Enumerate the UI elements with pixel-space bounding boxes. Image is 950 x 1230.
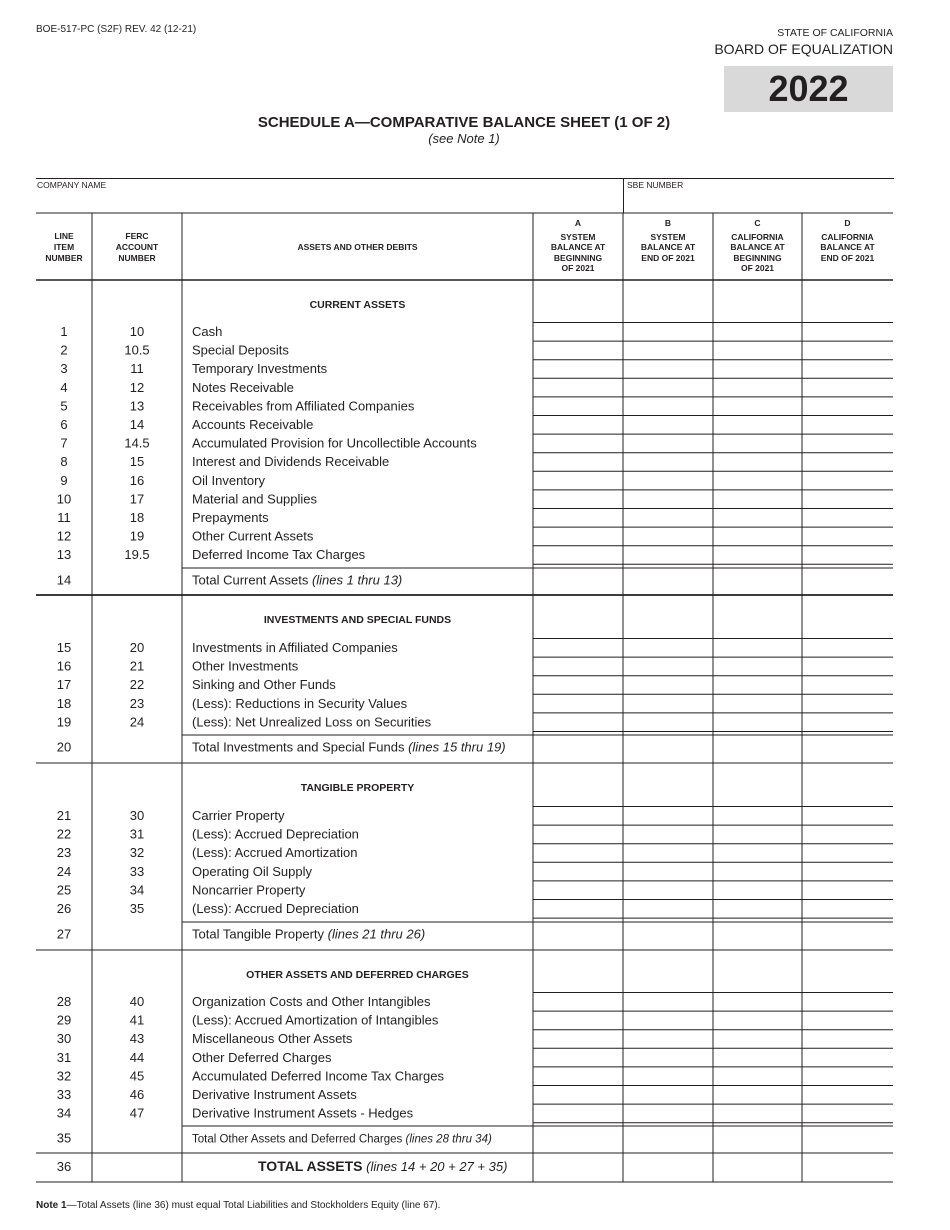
amount-input-a[interactable]: [534, 1049, 622, 1066]
amount-input-a[interactable]: [534, 1068, 622, 1085]
total-input-b[interactable]: [624, 569, 712, 594]
amount-input-b[interactable]: [624, 1031, 712, 1048]
ferc-account: 17: [129, 491, 145, 507]
total-input-a[interactable]: [534, 569, 622, 594]
ferc-account: 30: [129, 808, 145, 823]
line-number: 33: [56, 1087, 72, 1102]
amount-input-a[interactable]: [534, 510, 622, 527]
amount-input-c[interactable]: [714, 472, 801, 489]
line-number: 9: [60, 472, 68, 488]
amount-input-b[interactable]: [624, 863, 712, 880]
amount-input-d[interactable]: [803, 417, 892, 434]
amount-input-b[interactable]: [624, 472, 712, 489]
col-header-ferc: ACCOUNT: [115, 242, 159, 252]
section-heading: OTHER ASSETS AND DEFERRED CHARGES: [246, 969, 469, 981]
amount-input-b[interactable]: [624, 658, 712, 675]
amount-input-d[interactable]: [803, 361, 892, 378]
item-description: Sinking and Other Funds: [192, 677, 336, 693]
amount-input-a[interactable]: [534, 491, 622, 508]
ferc-account: 43: [129, 1031, 145, 1047]
amount-input-a[interactable]: [534, 1012, 622, 1029]
ferc-account: 22: [129, 677, 145, 693]
sbe-number-label: SBE NUMBER: [627, 180, 684, 190]
col-header-ferc: FERC: [125, 231, 149, 241]
amount-input-d[interactable]: [803, 435, 892, 452]
amount-input-d[interactable]: [803, 1087, 892, 1104]
col-header-line: ITEM: [53, 242, 75, 252]
total-input-d[interactable]: [803, 1127, 892, 1152]
amount-input-b[interactable]: [624, 1012, 712, 1029]
amount-input-d[interactable]: [803, 324, 892, 341]
item-description: Operating Oil Supply: [192, 863, 312, 879]
col-header-a: SYSTEM: [560, 232, 596, 242]
total-input-d[interactable]: [803, 923, 892, 949]
amount-input-c[interactable]: [714, 398, 801, 415]
amount-input-d[interactable]: [803, 528, 892, 545]
year-badge: 2022: [724, 66, 893, 112]
amount-input-b[interactable]: [624, 640, 712, 657]
line-number: 25: [56, 882, 72, 898]
col-header-a: A: [574, 218, 582, 228]
item-description: Organization Costs and Other Intangibles: [192, 994, 431, 1009]
amount-input-d[interactable]: [803, 472, 892, 489]
line-number: 12: [56, 528, 72, 544]
amount-input-c[interactable]: [714, 845, 801, 862]
page-subtitle: (see Note 1): [428, 131, 500, 146]
item-description: Special Deposits: [192, 342, 289, 358]
col-header-b: SYSTEM: [650, 232, 686, 242]
amount-input-a[interactable]: [534, 547, 622, 564]
amount-input-b[interactable]: [624, 510, 712, 527]
amount-input-d[interactable]: [803, 1012, 892, 1029]
amount-input-c[interactable]: [714, 1105, 801, 1122]
line-number: 20: [56, 739, 72, 755]
footnote-text: —Total Assets (line 36) must equal Total Liabilities and Stockholders Equity (line 67).: [66, 1200, 441, 1211]
amount-input-c[interactable]: [714, 435, 801, 452]
col-header-d: CALIFORNIA: [821, 232, 874, 242]
item-description: (Less): Accrued Amortization of Intangibles: [192, 1012, 439, 1028]
line-number: 6: [60, 417, 68, 432]
ferc-account: 14.5: [124, 435, 150, 451]
amount-input-a[interactable]: [534, 1087, 622, 1104]
ferc-account: 18: [129, 510, 145, 525]
amount-input-c[interactable]: [714, 863, 801, 880]
line-number: 11: [57, 510, 71, 525]
col-header-c: CALIFORNIA: [731, 232, 784, 242]
amount-input-b[interactable]: [624, 324, 712, 341]
amount-input-b[interactable]: [624, 695, 712, 712]
ferc-account: 34: [129, 882, 145, 898]
amount-input-a[interactable]: [534, 398, 622, 415]
ferc-account: 10: [129, 324, 145, 339]
amount-input-d[interactable]: [803, 901, 892, 918]
amount-input-d[interactable]: [803, 342, 892, 359]
amount-input-a[interactable]: [534, 714, 622, 731]
ferc-account: 41: [129, 1012, 145, 1028]
line-number: 35: [56, 1130, 72, 1146]
col-header-a: OF 2021: [561, 263, 595, 273]
line-number: 26: [56, 901, 72, 916]
total-input-b[interactable]: [624, 923, 712, 949]
item-description: Prepayments: [192, 510, 269, 525]
amount-input-a[interactable]: [534, 994, 622, 1011]
item-description: (Less): Accrued Depreciation: [192, 826, 359, 842]
amount-input-d[interactable]: [803, 491, 892, 508]
amount-input-c[interactable]: [714, 342, 801, 359]
line-number: 15: [56, 640, 72, 655]
amount-input-c[interactable]: [714, 1049, 801, 1066]
total-input-a[interactable]: [534, 736, 622, 762]
total-input-c[interactable]: [714, 923, 801, 949]
amount-input-a[interactable]: [534, 640, 622, 657]
amount-input-a[interactable]: [534, 882, 622, 899]
line-number: 18: [56, 695, 72, 711]
line-number: 19: [56, 714, 72, 730]
grand-total-input-c[interactable]: [714, 1154, 801, 1181]
footnote-label: Note 1: [36, 1200, 67, 1211]
item-description: (Less): Accrued Depreciation: [192, 901, 359, 916]
amount-input-c[interactable]: [714, 994, 801, 1011]
ferc-account: 10.5: [124, 342, 150, 358]
item-description: (Less): Accrued Amortization: [192, 845, 358, 861]
line-number: 29: [56, 1012, 72, 1028]
amount-input-b[interactable]: [624, 1068, 712, 1085]
amount-input-d[interactable]: [803, 547, 892, 564]
ferc-account: 40: [129, 994, 145, 1009]
line-number: 21: [56, 808, 72, 823]
ferc-account: 44: [129, 1049, 145, 1065]
amount-input-d[interactable]: [803, 640, 892, 657]
ferc-account: 35: [129, 901, 145, 916]
line-number: 34: [56, 1105, 72, 1121]
total-input-c[interactable]: [714, 1127, 801, 1152]
section-heading: TANGIBLE PROPERTY: [300, 782, 415, 794]
col-header-b: BALANCE AT: [640, 242, 696, 252]
grand-total-input-d[interactable]: [803, 1154, 892, 1181]
amount-input-a[interactable]: [534, 658, 622, 675]
amount-input-b[interactable]: [624, 826, 712, 843]
total-input-b[interactable]: [624, 736, 712, 762]
item-description: Notes Receivable: [192, 379, 294, 395]
col-header-c: BALANCE AT: [730, 242, 785, 252]
amount-input-c[interactable]: [714, 1012, 801, 1029]
amount-input-a[interactable]: [534, 901, 622, 918]
company-name-label: COMPANY NAME: [37, 180, 107, 190]
item-description: Temporary Investments: [192, 361, 328, 377]
ferc-account: 20: [129, 640, 145, 655]
item-description: Deferred Income Tax Charges: [192, 547, 366, 563]
col-header-a: BALANCE AT: [550, 242, 606, 252]
item-description: Receivables from Affiliated Companies: [192, 398, 415, 414]
item-description: Noncarrier Property: [192, 882, 306, 898]
amount-input-b[interactable]: [624, 435, 712, 452]
total-ref: (lines 1 thru 13): [308, 572, 403, 588]
amount-input-b[interactable]: [624, 491, 712, 508]
line-number: 22: [56, 826, 72, 842]
total-input-a[interactable]: [534, 923, 622, 949]
col-header-ferc: NUMBER: [118, 253, 156, 263]
item-description: Accumulated Provision for Uncollectible Accounts: [192, 435, 477, 451]
total-label: Total Investments and Special Funds (lines 15 thru 19): [192, 739, 506, 755]
amount-input-a[interactable]: [534, 472, 622, 489]
form-number: BOE-517-PC (S2F) REV. 42 (12-21): [36, 24, 197, 35]
footnote: [36, 1200, 440, 1211]
amount-input-a[interactable]: [534, 379, 622, 396]
amount-input-c[interactable]: [714, 901, 801, 918]
amount-input-d[interactable]: [803, 845, 892, 862]
total-label: Total Tangible Property (lines 21 thru 26): [192, 926, 426, 942]
amount-input-d[interactable]: [803, 398, 892, 415]
line-number: 13: [56, 547, 72, 563]
amount-input-b[interactable]: [624, 808, 712, 825]
line-number: 2: [60, 342, 68, 358]
amount-input-c[interactable]: [714, 417, 801, 434]
amount-input-c[interactable]: [714, 547, 801, 564]
amount-input-d[interactable]: [803, 714, 892, 731]
ferc-account: 31: [129, 826, 145, 842]
amount-input-b[interactable]: [624, 994, 712, 1011]
item-description: Investments in Affiliated Companies: [192, 640, 398, 655]
total-ref: (lines 15 thru 19): [404, 739, 506, 755]
total-ref: (lines 21 thru 26): [324, 926, 426, 942]
col-header-b: B: [664, 218, 672, 228]
col-header-d: D: [844, 218, 851, 228]
amount-input-c[interactable]: [714, 695, 801, 712]
line-number: 3: [60, 361, 68, 377]
item-description: Derivative Instrument Assets: [192, 1087, 357, 1102]
item-description: Accumulated Deferred Income Tax Charges: [192, 1068, 444, 1084]
amount-input-a[interactable]: [534, 417, 622, 434]
amount-input-a[interactable]: [534, 1105, 622, 1122]
item-description: Accounts Receivable: [192, 417, 314, 432]
amount-input-c[interactable]: [714, 1068, 801, 1085]
amount-input-b[interactable]: [624, 528, 712, 545]
total-ref: (lines 28 thru 34): [402, 1133, 492, 1146]
line-number: 5: [60, 398, 68, 414]
col-header-d: END OF 2021: [820, 253, 875, 263]
ferc-account: 19: [129, 528, 145, 544]
total-input-d[interactable]: [803, 569, 892, 594]
ferc-account: 15: [129, 454, 145, 470]
line-number: 36: [56, 1159, 72, 1174]
amount-input-a[interactable]: [534, 454, 622, 471]
line-number: 27: [56, 926, 72, 942]
line-number: 24: [56, 863, 72, 879]
amount-input-c[interactable]: [714, 882, 801, 899]
amount-input-d[interactable]: [803, 1049, 892, 1066]
amount-input-a[interactable]: [534, 361, 622, 378]
amount-input-d[interactable]: [803, 1068, 892, 1085]
col-header-c: C: [754, 218, 761, 228]
section-heading: CURRENT ASSETS: [309, 299, 406, 311]
line-number: 28: [56, 994, 72, 1009]
amount-input-b[interactable]: [624, 1049, 712, 1066]
amount-input-d[interactable]: [803, 510, 892, 527]
total-input-b[interactable]: [624, 1127, 712, 1152]
total-input-c[interactable]: [714, 569, 801, 594]
amount-input-a[interactable]: [534, 342, 622, 359]
grand-total-input-a[interactable]: [534, 1154, 622, 1181]
amount-input-c[interactable]: [714, 528, 801, 545]
ferc-account: 46: [129, 1087, 145, 1102]
amount-input-b[interactable]: [624, 361, 712, 378]
amount-input-c[interactable]: [714, 808, 801, 825]
amount-input-b[interactable]: [624, 714, 712, 731]
line-number: 17: [56, 677, 72, 693]
amount-input-d[interactable]: [803, 454, 892, 471]
amount-input-a[interactable]: [534, 528, 622, 545]
item-description: Carrier Property: [192, 808, 285, 823]
page-title: SCHEDULE A—COMPARATIVE BALANCE SHEET (1 OF 2): [257, 114, 671, 131]
grand-total-label: TOTAL ASSETS (lines 14 + 20 + 27 + 35): [258, 1158, 508, 1174]
amount-input-a[interactable]: [534, 324, 622, 341]
ferc-account: 21: [129, 658, 145, 674]
ferc-account: 33: [129, 863, 145, 879]
item-description: Derivative Instrument Assets - Hedges: [192, 1105, 414, 1121]
ferc-account: 32: [129, 845, 145, 861]
col-header-a: BEGINNING: [553, 253, 603, 263]
amount-input-d[interactable]: [803, 379, 892, 396]
col-header-desc: ASSETS AND OTHER DEBITS: [297, 242, 418, 252]
item-description: Interest and Dividends Receivable: [192, 454, 390, 470]
line-number: 8: [60, 454, 68, 470]
line-number: 7: [60, 435, 68, 451]
ferc-account: 45: [129, 1068, 145, 1084]
amount-input-d[interactable]: [803, 882, 892, 899]
amount-input-c[interactable]: [714, 491, 801, 508]
amount-input-c[interactable]: [714, 714, 801, 731]
ferc-account: 24: [129, 714, 145, 730]
amount-input-a[interactable]: [534, 677, 622, 694]
col-header-d: BALANCE AT: [820, 242, 875, 252]
amount-input-c[interactable]: [714, 640, 801, 657]
amount-input-a[interactable]: [534, 695, 622, 712]
amount-input-c[interactable]: [714, 826, 801, 843]
amount-input-b[interactable]: [624, 677, 712, 694]
grand-total-input-b[interactable]: [624, 1154, 712, 1181]
ferc-account: 16: [129, 472, 145, 488]
amount-input-c[interactable]: [714, 1031, 801, 1048]
total-label: Total Other Assets and Deferred Charges (lines 28 thru 34): [192, 1133, 492, 1146]
item-description: Other Investments: [192, 658, 299, 674]
amount-input-b[interactable]: [624, 547, 712, 564]
amount-input-b[interactable]: [624, 417, 712, 434]
state-label: STATE OF CALIFORNIA: [777, 27, 893, 39]
line-number: 30: [56, 1031, 72, 1047]
amount-input-c[interactable]: [714, 510, 801, 527]
amount-input-d[interactable]: [803, 1031, 892, 1048]
amount-input-b[interactable]: [624, 845, 712, 862]
amount-input-d[interactable]: [803, 863, 892, 880]
amount-input-c[interactable]: [714, 379, 801, 396]
ferc-account: 47: [129, 1105, 145, 1121]
amount-input-d[interactable]: [803, 695, 892, 712]
amount-input-b[interactable]: [624, 882, 712, 899]
amount-input-b[interactable]: [624, 1105, 712, 1122]
item-description: Oil Inventory: [192, 472, 265, 488]
amount-input-a[interactable]: [534, 1031, 622, 1048]
ferc-account: 19.5: [124, 547, 150, 563]
amount-input-a[interactable]: [534, 826, 622, 843]
amount-input-b[interactable]: [624, 398, 712, 415]
item-description: (Less): Reductions in Security Values: [192, 695, 408, 711]
col-header-c: OF 2021: [740, 263, 775, 273]
amount-input-d[interactable]: [803, 677, 892, 694]
amount-input-d[interactable]: [803, 994, 892, 1011]
amount-input-c[interactable]: [714, 658, 801, 675]
total-label: Total Current Assets (lines 1 thru 13): [192, 572, 403, 588]
item-description: (Less): Net Unrealized Loss on Securities: [192, 714, 432, 730]
amount-input-d[interactable]: [803, 1105, 892, 1122]
line-number: 23: [56, 845, 72, 861]
amount-input-b[interactable]: [624, 342, 712, 359]
total-input-a[interactable]: [534, 1127, 622, 1152]
line-number: 14: [56, 572, 72, 588]
amount-input-c[interactable]: [714, 324, 801, 341]
line-number: 4: [60, 379, 68, 395]
line-number: 32: [56, 1068, 72, 1084]
grand-total-ref: (lines 14 + 20 + 27 + 35): [362, 1159, 508, 1174]
ferc-account: 23: [129, 695, 145, 711]
amount-input-c[interactable]: [714, 454, 801, 471]
amount-input-d[interactable]: [803, 808, 892, 825]
ferc-account: 11: [130, 361, 144, 377]
amount-input-a[interactable]: [534, 808, 622, 825]
item-description: Other Deferred Charges: [192, 1049, 332, 1065]
col-header-b: END OF 2021: [641, 253, 695, 263]
col-header-line: NUMBER: [45, 253, 83, 263]
agency-label: BOARD OF EQUALIZATION: [714, 41, 893, 57]
amount-input-c[interactable]: [714, 1087, 801, 1104]
amount-input-b[interactable]: [624, 1087, 712, 1104]
amount-input-a[interactable]: [534, 435, 622, 452]
total-input-d[interactable]: [803, 736, 892, 762]
line-number: 31: [56, 1049, 72, 1065]
col-header-c: BEGINNING: [733, 253, 782, 263]
amount-input-a[interactable]: [534, 845, 622, 862]
amount-input-d[interactable]: [803, 826, 892, 843]
item-description: Miscellaneous Other Assets: [192, 1031, 353, 1047]
line-number: 16: [56, 658, 72, 674]
line-number: 10: [56, 491, 72, 507]
amount-input-b[interactable]: [624, 379, 712, 396]
ferc-account: 12: [129, 379, 145, 395]
amount-input-a[interactable]: [534, 863, 622, 880]
amount-input-d[interactable]: [803, 658, 892, 675]
total-input-c[interactable]: [714, 736, 801, 762]
line-number: 1: [60, 324, 68, 339]
item-description: Other Current Assets: [192, 528, 314, 544]
section-heading: INVESTMENTS AND SPECIAL FUNDS: [263, 614, 452, 626]
col-header-line: LINE: [54, 231, 74, 241]
item-description: Material and Supplies: [192, 491, 318, 507]
item-description: Cash: [192, 324, 223, 339]
amount-input-b[interactable]: [624, 901, 712, 918]
ferc-account: 14: [129, 417, 145, 432]
amount-input-c[interactable]: [714, 677, 801, 694]
amount-input-c[interactable]: [714, 361, 801, 378]
amount-input-b[interactable]: [624, 454, 712, 471]
ferc-account: 13: [129, 398, 145, 414]
